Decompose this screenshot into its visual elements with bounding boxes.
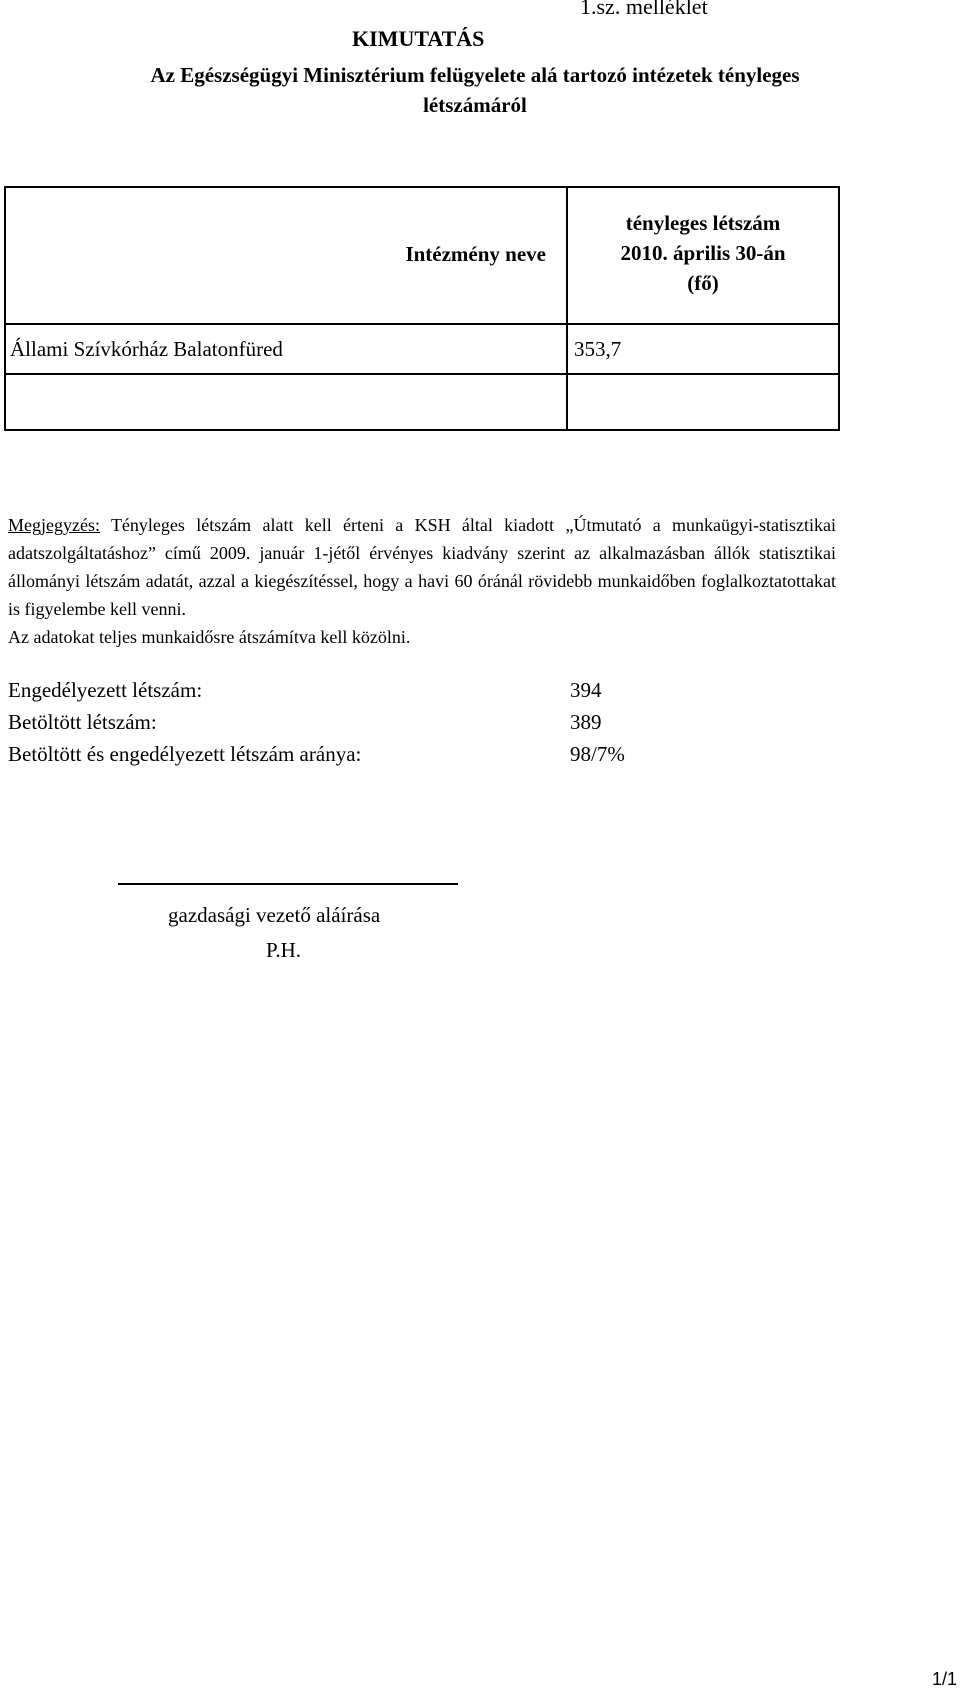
page-number: 1/1: [932, 1669, 958, 1689]
document-subtitle: [0, 60, 950, 120]
signature-line: [118, 883, 458, 885]
cell-count: [568, 375, 838, 429]
header-actual-headcount: [568, 208, 838, 298]
header-count-line-3: (fő): [687, 271, 719, 295]
stat-authorized-value: 394: [570, 678, 602, 702]
note-text: Tényleges létszám alatt kell érteni a KSH által kiadott „Útmutató a munkaügyi-statisztikai adatszolgáltatáshoz” című 2009. január 1-jétől érvényes kiadvány szerint az alkalmazásban állók statisztikai állományi létszám adatát, azzal a kiegészítéssel, hogy a havi 60 óránál rövidebb munkaidőben foglalkoztatottakat is figyelembe kell venni.: [8, 515, 836, 619]
table-row: [6, 323, 838, 373]
note-body: [8, 511, 836, 623]
header-cell-count: [568, 188, 838, 323]
cell-institution: [6, 325, 568, 373]
note-paragraph: [8, 511, 836, 651]
institution-name: Állami Szívkórház Balatonfüred: [10, 337, 283, 361]
header-cell-name: [6, 188, 568, 323]
table-header-row: [6, 188, 838, 323]
annex-label: 1.sz. melléklet: [580, 0, 708, 19]
subtitle-line-2: létszámáról: [423, 93, 527, 117]
stat-filled-value: 389: [570, 710, 602, 734]
signature-label: gazdasági vezető aláírása: [168, 903, 381, 927]
header-count-line-1: tényleges létszám: [625, 211, 781, 235]
stamp-placeholder: P.H.: [266, 938, 302, 962]
cell-count: [568, 325, 838, 373]
stat-ratio-value: 98/7%: [570, 742, 625, 766]
cell-institution: [6, 375, 568, 429]
header-institution-name: Intézmény neve: [405, 242, 546, 266]
headcount-value: 353,7: [574, 337, 622, 361]
note-label: Megjegyzés:: [8, 515, 100, 535]
note-text-2: Az adatokat teljes munkaidősre átszámítva kell közölni.: [8, 627, 411, 647]
table-row: [6, 373, 838, 429]
stat-authorized-label: Engedélyezett létszám:: [8, 678, 203, 702]
stat-ratio-label: Betöltött és engedélyezett létszám aránya:: [8, 742, 362, 766]
headcount-table: [4, 186, 840, 431]
header-count-line-2: 2010. április 30-án: [620, 241, 786, 265]
document-title: KIMUTATÁS: [352, 26, 485, 51]
subtitle-line-1: Az Egészségügyi Minisztérium felügyelete alá tartozó intézetek tényleges: [150, 63, 800, 87]
stat-filled-label: Betöltött létszám:: [8, 710, 157, 734]
